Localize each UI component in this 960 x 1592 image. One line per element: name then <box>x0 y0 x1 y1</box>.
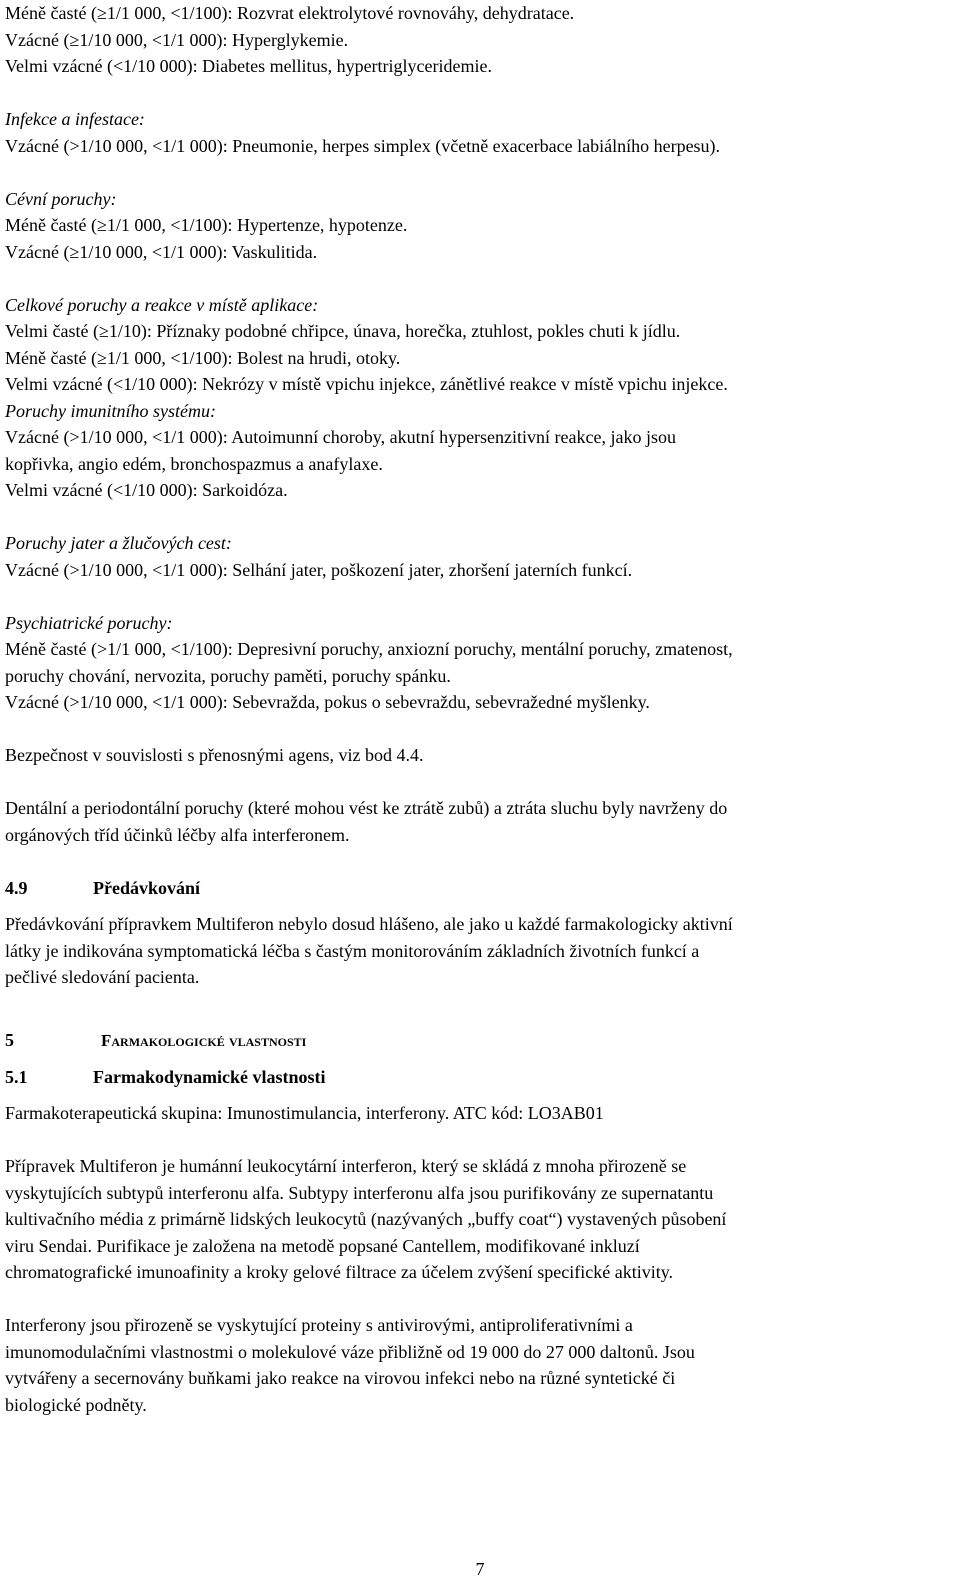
text-line: Vzácné (>1/10 000, <1/1 000): Autoimunní choroby, akutní hypersenzitivní reakce, jako jsou <box>5 427 676 447</box>
section-number: 5 <box>5 1030 14 1050</box>
text-line: orgánových tříd účinků léčby alfa interferonem. <box>5 824 350 845</box>
psychiatric-block <box>5 610 955 716</box>
text-line: Vzácné (>1/10 000, <1/1 000): Sebevražda, pokus o sebevraždu, sebevražedné myšlenky. <box>5 692 650 712</box>
text-line: Velmi vzácné (<1/10 000): Nekrózy v místě vpichu injekce, zánětlivé reakce v místě vpichu injekce. <box>5 374 728 394</box>
section-4-9 <box>5 875 955 991</box>
text-line: Velmi vzácné (<1/10 000): Sarkoidóza. <box>5 480 288 500</box>
text-line: chromatografické imunoafinity a kroky gelové filtrace za účelem zvýšení specifické aktivity. <box>5 1262 674 1282</box>
page-number: 7 <box>475 1559 485 1579</box>
text-line: Vzácné (>1/10 000, <1/1 000): Selhání jater, poškození jater, zhoršení jaterních funkcí. <box>5 559 633 580</box>
hepatic-block <box>5 530 955 583</box>
metabolism-block <box>5 0 955 80</box>
category-heading: Poruchy imunitního systému: <box>5 400 216 421</box>
dental-note <box>5 795 955 848</box>
pharmacotherapeutic-group: Farmakoterapeutická skupina: Imunostimulancia, interferony. ATC kód: LO3AB01 <box>5 1103 604 1123</box>
section-heading <box>5 1064 955 1091</box>
category-heading: Psychiatrické poruchy: <box>5 612 173 633</box>
text-line: Vzácné (≥1/10 000, <1/1 000): Hyperglykemie. <box>5 29 349 50</box>
section-title: Farmakologické vlastnosti <box>101 1031 307 1050</box>
text-line: biologické podněty. <box>5 1394 147 1415</box>
section-5-1 <box>5 1064 955 1419</box>
section-5 <box>5 1027 955 1054</box>
text-line: vyskytujících subtypů interferonu alfa. Subtypy interferonu alfa jsou purifikovány ze supernatantu <box>5 1182 714 1203</box>
general-disorders-block <box>5 292 955 398</box>
text-line: látky je indikována symptomatická léčba s častým monitorováním základních životních funkcí a <box>5 940 700 961</box>
vascular-block <box>5 186 955 266</box>
text-line: viru Sendai. Purifikace je založena na metodě popsané Cantellem, modifikované inkluzí <box>5 1235 640 1256</box>
section-heading <box>5 1027 955 1054</box>
section-number: 5.1 <box>5 1066 28 1087</box>
text-line: Méně časté (≥1/1 000, <1/100): Bolest na hrudi, otoky. <box>5 347 401 368</box>
section-title: Předávkování <box>93 877 201 898</box>
section-number: 4.9 <box>5 877 28 898</box>
text-line: Velmi časté (≥1/10): Příznaky podobné chřipce, únava, horečka, ztuhlost, pokles chuti k jídlu. <box>5 321 681 341</box>
text-line: kopřivka, angio edém, bronchospazmus a anafylaxe. <box>5 453 383 474</box>
text-line: Méně časté (≥1/1 000, <1/100): Hypertenze, hypotenze. <box>5 215 408 235</box>
category-heading: Celkové poruchy a reakce v místě aplikace: <box>5 294 319 315</box>
section-title: Farmakodynamické vlastnosti <box>93 1066 326 1087</box>
document-page <box>5 0 955 1418</box>
text-line: pečlivé sledování pacienta. <box>5 967 200 987</box>
text-line: Přípravek Multiferon je humánní leukocytární interferon, který se skládá z mnoha přirozeně se <box>5 1156 687 1176</box>
category-heading: Cévní poruchy: <box>5 188 117 209</box>
text-line: Interferony jsou přirozeně se vyskytující proteiny s antivirovými, antiproliferativními a <box>5 1315 633 1335</box>
category-heading: Poruchy jater a žlučových cest: <box>5 533 232 553</box>
section-heading <box>5 875 955 902</box>
text-line: poruchy chování, nervozita, poruchy paměti, poruchy spánku. <box>5 665 451 686</box>
text-line: Dentální a periodontální poruchy (které mohou vést ke ztrátě zubů) a ztráta sluchu byly navrženy do <box>5 798 728 818</box>
immune-block <box>5 398 955 504</box>
category-heading: Infekce a infestace: <box>5 109 145 129</box>
text-line: kultivačního média z primárně lidských leukocytů (nazývaných „buffy coat“) vystavených působení <box>5 1209 727 1229</box>
text-line: imunomodulačními vlastnostmi o molekulové váze přibližně od 19 000 do 27 000 daltonů. Jsou <box>5 1341 695 1362</box>
text-line: vytvářeny a secernovány buňkami jako reakce na virovou infekci nebo na různé syntetické či <box>5 1368 676 1388</box>
text-line: Vzácné (≥1/10 000, <1/1 000): Vaskulitida. <box>5 241 318 262</box>
text-line: Vzácné (>1/10 000, <1/1 000): Pneumonie, herpes simplex (včetně exacerbace labiálního herpesu). <box>5 135 721 156</box>
text-line: Méně časté (≥1/1 000, <1/100): Rozvrat elektrolytové rovnováhy, dehydratace. <box>5 3 575 23</box>
text-line: Předávkování přípravkem Multiferon nebylo dosud hlášeno, ale jako u každé farmakologicky aktivní <box>5 914 733 934</box>
text-line: Méně časté (>1/1 000, <1/100): Depresivní poruchy, anxiozní poruchy, mentální poruchy, zmatenost, <box>5 639 733 659</box>
safety-note: Bezpečnost v souvislosti s přenosnými agens, viz bod 4.4. <box>5 745 424 765</box>
text-line: Velmi vzácné (<1/10 000): Diabetes mellitus, hypertriglyceridemie. <box>5 56 493 76</box>
infections-block <box>5 106 955 159</box>
